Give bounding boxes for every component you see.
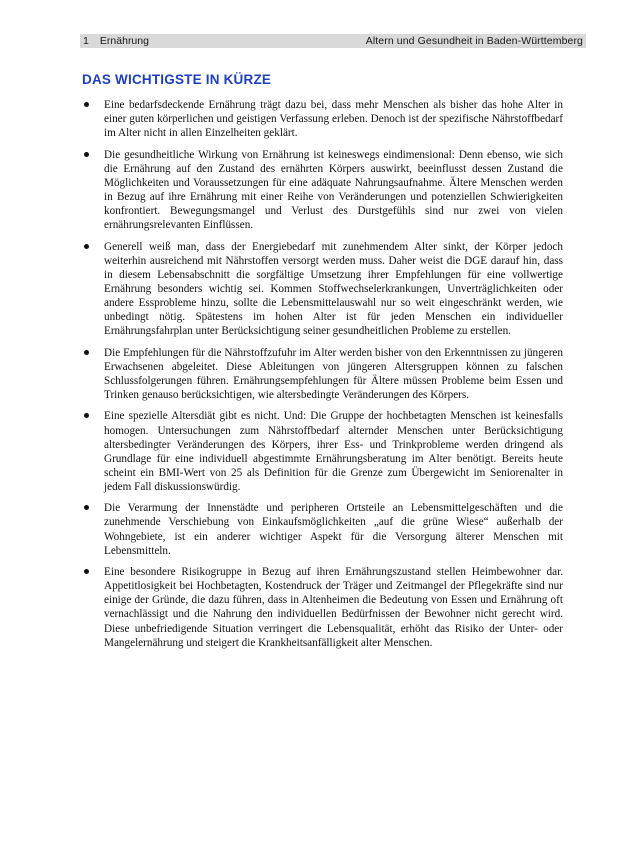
bullet-text: Generell weiß man, dass der Energiebedarf mit zunehmendem Alter sinkt, der Körper jedoch weiterhin ausreichend mit Nährstoffen versorgt werden muss. Daher weist die DGE darauf hin, dass in diesem Lebensabschnitt die sorgfältige Umsetzung ihrer Empfehlungen für eine vollwertige Ernährung besonders wichtig sei. Kommen Stoffwechselerkrankungen, Unverträglichkeiten oder andere Essprobleme hinzu, sollte die Lebensmittelauswahl nur so weit eingeschränkt werden, wie unbedingt nötig. Spätestens im hohen Alter ist für jeden Menschen ein individueller Ernährungsfahrplan unter Berücksichtigung seiner gesundheitlichen Probleme zu erstellen. (104, 240, 563, 338)
bullet-icon (84, 505, 89, 510)
summary-bullet-list (82, 98, 563, 657)
bullet-item (82, 565, 563, 650)
bullet-item (82, 98, 563, 140)
bullet-item (82, 148, 563, 233)
bullet-text: Eine besondere Risikogruppe in Bezug auf ihren Ernährungszustand stellen Heimbewohner dar. Appetitlosigkeit bei Hochbetagten, Kostendruck der Träger und Zeitmangel der Pflegekräfte sind nur einige der Gründe, die dazu führen, dass in Altenheimen die Bedeutung von Essen und Ernährung oft vernachlässigt und die Nahrung den individuellen Bedürfnissen der Bewohner nicht gerecht wird. Diese unbefriedigende Situation verringert die Lebensqualität, erhöht das Risiko der Unter- oder Mangelernährung und steigert die Krankheitsanfälligkeit alter Menschen. (104, 566, 563, 649)
bullet-text: Eine bedarfsdeckende Ernährung trägt dazu bei, dass mehr Menschen als bisher das hohe Alter in einer guten körperlichen und geistigen Verfassung erleben. Denoch ist der spezifische Nährstoffbedarf im Alter nicht in allen Einzelheiten geklärt. (104, 99, 563, 140)
section-title: Ernährung (99, 35, 149, 47)
bullet-text: Die gesundheitliche Wirkung von Ernährung ist keineswegs eindimensional: Denn ebenso, wie sich die Ernährung auf den Zustand des ernährten Körpers auswirkt, beeinflusst dessen Zustand die Möglichkeiten und Voraussetzungen für eine adäquate Nahrungsaufnahme. Ältere Menschen werden in Bezug auf ihre Ernährung mit einer Reihe von Veränderungen und potenziellen Schwierigkeiten konfrontiert. Bewegungsmangel und Verlust des Durstgefühls sind nur zwei von vielen ernährungsrelevanten Einflüssen. (104, 148, 563, 232)
page-number: 1 (83, 35, 89, 47)
bullet-icon (84, 413, 89, 418)
bullet-icon (84, 350, 89, 355)
bullet-text: Eine spezielle Altersdiät gibt es nicht. Und: Die Gruppe der hochbetagten Menschen ist keinesfalls homogen. Untersuchungen zum Nährstoffbedarf alternder Menschen unter Berücksichtigung altersbedingter Veränderungen des Körpers, ihrer Ess- und Trinkprobleme werden dringend als Grundlage für eine individuell abgestimmte Ernährungsberatung im Alter benötigt. Bereits heute scheint ein BMI-Wert von 25 als Definition für die Grenze zum Übergewicht im Seniorenalter in jedem Fall diskussionswürdig. (104, 410, 563, 493)
bullet-item (82, 240, 563, 339)
bullet-icon (84, 244, 89, 249)
bullet-item (82, 501, 563, 557)
bullet-text: Die Verarmung der Innenstädte und peripheren Ortsteile an Lebensmittelgeschäften und die zunehmende Verschiebung von Einkaufsmöglichkeiten „auf die grüne Wiese“ außerhalb der Wohngebiete, ist ein anderer wichtiger Aspekt für die Versorgung älterer Menschen mit Lebensmitteln. (104, 502, 563, 557)
document-title: Altern und Gesundheit in Baden-Württemberg (365, 35, 583, 47)
bullet-item (82, 346, 563, 402)
bullet-icon (84, 102, 89, 107)
bullet-icon (84, 152, 89, 157)
page-title: DAS WICHTIGSTE IN KÜRZE (82, 72, 272, 87)
bullet-text: Die Empfehlungen für die Nährstoffzufuhr im Alter werden bisher von den Erkenntnissen zu jüngeren Erwachsenen abgeleitet. Diese Ableitungen von jüngeren Altersgruppen können zu falschen Schlussfolgerungen führen. Ernährungsempfehlungen für Ältere müssen Probleme beim Essen und Trinken genauso berücksichtigen, wie altersbedingte Veränderungen des Körpers. (104, 346, 563, 401)
bullet-item (82, 409, 563, 494)
header-left (83, 34, 149, 48)
running-header (80, 34, 586, 48)
bullet-icon (84, 569, 89, 574)
